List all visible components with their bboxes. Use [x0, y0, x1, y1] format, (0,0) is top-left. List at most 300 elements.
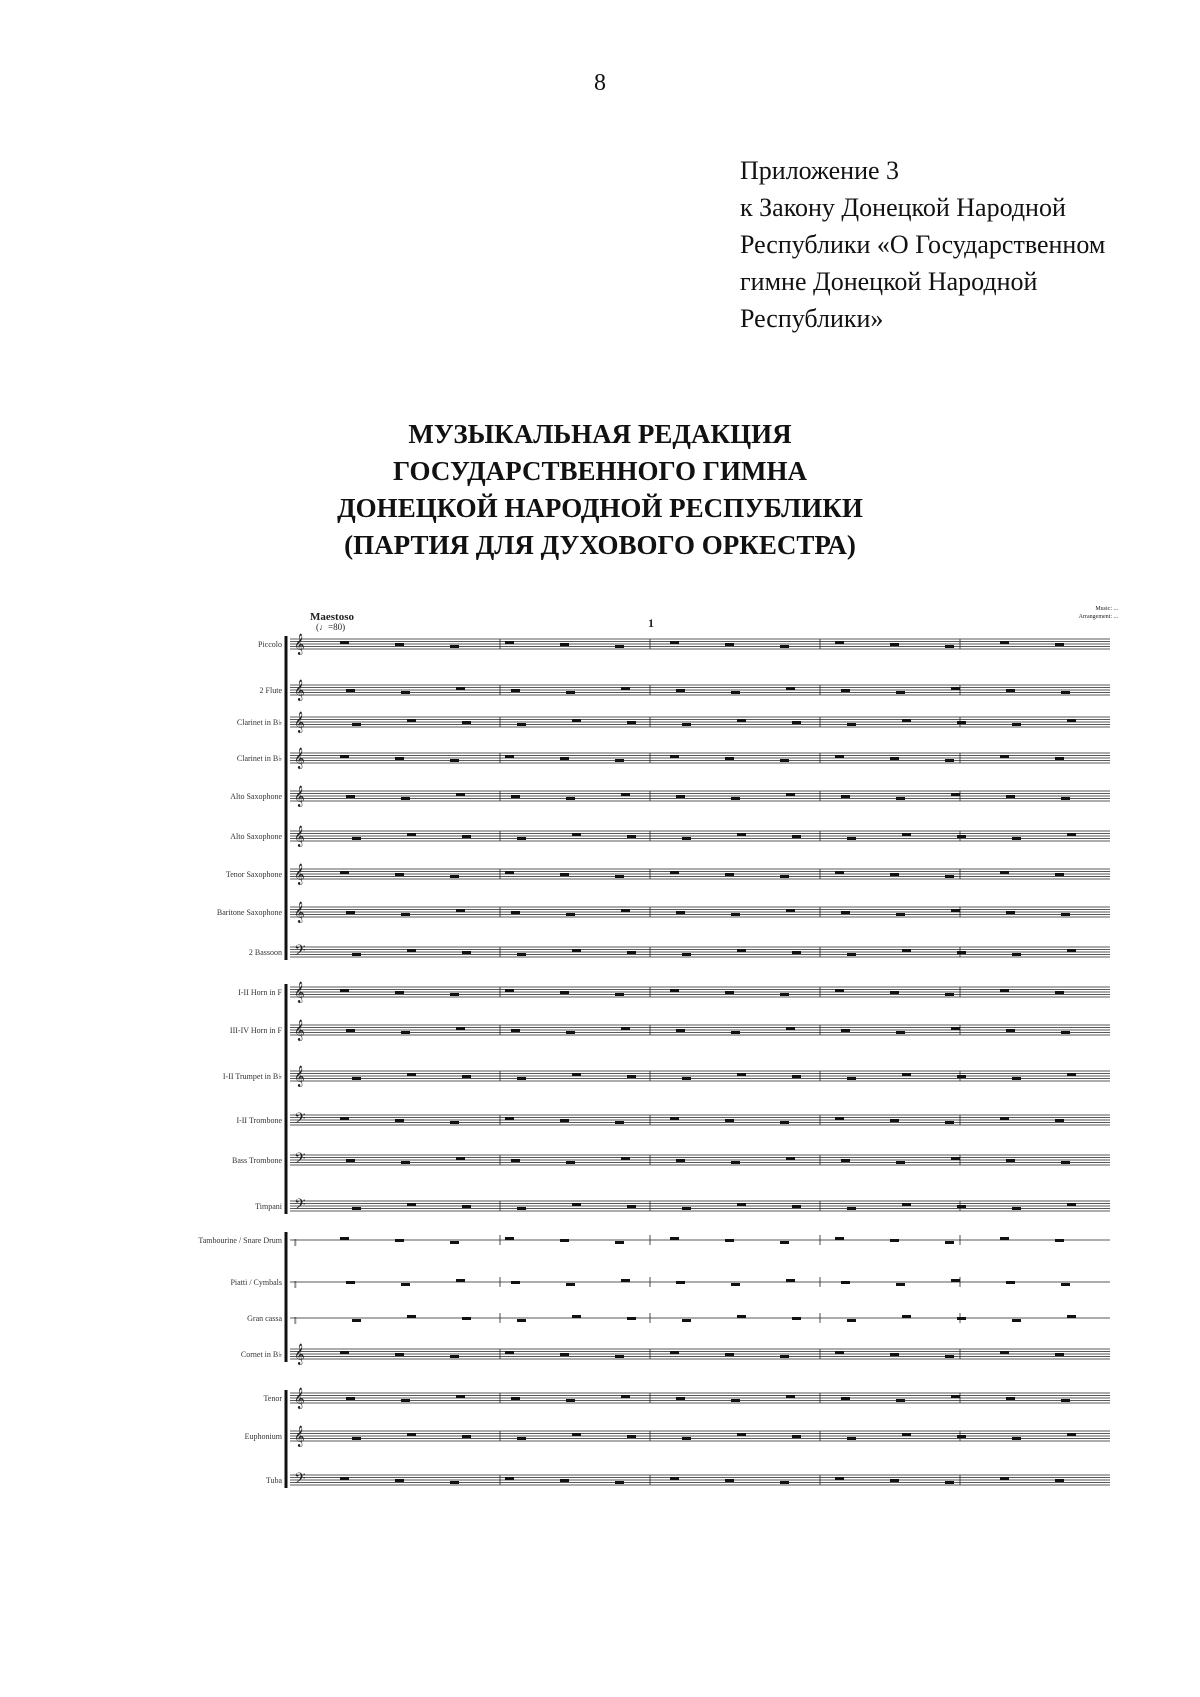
note-mark	[731, 1031, 740, 1034]
note-mark	[1067, 949, 1076, 952]
note-mark	[450, 875, 459, 878]
note-mark	[1061, 797, 1070, 800]
note-mark	[841, 911, 850, 914]
instrument-label: Bass Trombone	[231, 1156, 282, 1165]
note-mark	[951, 909, 960, 912]
clef-icon: 𝄞	[294, 1344, 305, 1364]
clef-icon: 𝄞	[294, 1066, 305, 1086]
staff-row	[198, 1235, 1110, 1249]
note-mark	[621, 1027, 630, 1030]
note-mark	[615, 1241, 624, 1244]
tempo-marking: Maestoso	[310, 611, 354, 623]
note-mark	[560, 1239, 569, 1242]
note-mark	[462, 1205, 471, 1208]
note-mark	[890, 1479, 899, 1482]
note-mark	[450, 993, 459, 996]
note-mark	[682, 837, 691, 840]
clef-icon: 𝄞	[294, 712, 305, 732]
clef-icon: 𝄞	[294, 902, 305, 922]
instrument-label: III-IV Horn in F	[229, 1026, 282, 1035]
title-line: (ПАРТИЯ ДЛЯ ДУХОВОГО ОРКЕСТРА)	[344, 530, 856, 560]
note-mark	[401, 1399, 410, 1402]
note-mark	[835, 989, 844, 992]
note-mark	[560, 873, 569, 876]
note-mark	[841, 1029, 850, 1032]
note-mark	[346, 1029, 355, 1032]
note-mark	[731, 691, 740, 694]
note-mark	[560, 1353, 569, 1356]
note-mark	[395, 1479, 404, 1482]
note-mark	[511, 795, 520, 798]
note-mark	[1000, 641, 1009, 644]
note-mark	[346, 795, 355, 798]
clef-icon: ‖	[294, 1280, 297, 1291]
instrument-label: Clarinet in B♭	[236, 718, 282, 727]
note-mark	[676, 795, 685, 798]
note-mark	[792, 1205, 801, 1208]
note-mark	[517, 1437, 526, 1440]
note-mark	[676, 1281, 685, 1284]
instrument-label: I-II Horn in F	[238, 988, 282, 997]
note-mark	[572, 949, 581, 952]
note-mark	[725, 1479, 734, 1482]
note-mark	[780, 1355, 789, 1358]
clef-icon: ‖	[294, 1316, 297, 1327]
note-mark	[676, 1029, 685, 1032]
title-line: ГОСУДАРСТВЕННОГО ГИМНА	[393, 456, 807, 486]
note-mark	[1012, 1437, 1021, 1440]
note-mark	[951, 1157, 960, 1160]
note-mark	[572, 1433, 581, 1436]
note-mark	[560, 1119, 569, 1122]
staff-row	[232, 1150, 1110, 1170]
note-mark	[352, 1319, 361, 1322]
note-mark	[456, 1395, 465, 1398]
note-mark	[957, 1075, 966, 1078]
note-mark	[902, 1315, 911, 1318]
instrument-label: Tenor Saxophone	[225, 870, 282, 879]
note-mark	[572, 1315, 581, 1318]
note-mark	[407, 719, 416, 722]
title-line: ДОНЕЦКОЙ НАРОДНОЙ РЕСПУБЛИКИ	[337, 493, 863, 523]
note-mark	[957, 1317, 966, 1320]
clef-icon: 𝄢	[294, 942, 306, 962]
note-mark	[352, 1207, 361, 1210]
staff-row	[236, 1110, 1110, 1130]
appendix-line: к Закону Донецкой Народной	[740, 193, 1066, 222]
note-mark	[780, 1481, 789, 1484]
clef-icon: 𝄞	[294, 826, 305, 846]
note-mark	[1006, 1397, 1015, 1400]
note-mark	[340, 755, 349, 758]
staff-row	[241, 1344, 1110, 1365]
note-mark	[1012, 1077, 1021, 1080]
note-mark	[1012, 1207, 1021, 1210]
note-mark	[890, 873, 899, 876]
note-mark	[725, 991, 734, 994]
appendix-line: Республики «О Государственном	[740, 230, 1106, 259]
note-mark	[1012, 837, 1021, 840]
clef-icon: 𝄞	[294, 748, 305, 768]
note-mark	[450, 1481, 459, 1484]
note-mark	[505, 641, 514, 644]
note-mark	[847, 723, 856, 726]
instrument-label: Tuba	[265, 1476, 282, 1485]
note-mark	[841, 1397, 850, 1400]
note-mark	[835, 1117, 844, 1120]
appendix-caption	[740, 152, 1180, 337]
note-mark	[627, 1435, 636, 1438]
note-mark	[505, 1477, 514, 1480]
note-mark	[792, 1435, 801, 1438]
staff-row	[238, 982, 1110, 1003]
note-mark	[401, 691, 410, 694]
note-mark	[1006, 795, 1015, 798]
note-mark	[407, 1433, 416, 1436]
note-mark	[725, 1119, 734, 1122]
clef-icon: 𝄞	[294, 982, 305, 1002]
note-mark	[395, 1353, 404, 1356]
staff-row	[223, 1066, 1110, 1087]
note-mark	[670, 871, 679, 874]
clef-icon: 𝄞	[294, 1388, 305, 1408]
note-mark	[395, 991, 404, 994]
note-mark	[572, 1073, 581, 1076]
note-mark	[682, 723, 691, 726]
note-mark	[792, 835, 801, 838]
note-mark	[572, 719, 581, 722]
note-mark	[511, 911, 520, 914]
title-line: МУЗЫКАЛЬНАЯ РЕДАКЦИЯ	[408, 419, 792, 449]
note-mark	[780, 875, 789, 878]
note-mark	[1055, 1479, 1064, 1482]
staff-row	[263, 1388, 1110, 1409]
instrument-label: I-II Trumpet in B♭	[222, 1072, 282, 1081]
note-mark	[340, 1117, 349, 1120]
note-mark	[896, 797, 905, 800]
staff-row	[247, 1313, 1110, 1327]
note-mark	[456, 1157, 465, 1160]
note-mark	[1000, 1237, 1009, 1240]
note-mark	[1055, 991, 1064, 994]
note-mark	[957, 721, 966, 724]
note-mark	[945, 1121, 954, 1124]
metronome-marking: (♩=80)	[316, 622, 346, 632]
note-mark	[682, 953, 691, 956]
staff-row	[226, 864, 1110, 885]
note-mark	[566, 1031, 575, 1034]
note-mark	[737, 1433, 746, 1436]
document-title	[0, 416, 1200, 564]
note-mark	[1055, 1353, 1064, 1356]
note-mark	[401, 1161, 410, 1164]
note-mark	[792, 951, 801, 954]
note-mark	[566, 1283, 575, 1286]
note-mark	[505, 871, 514, 874]
note-mark	[450, 1355, 459, 1358]
note-mark	[621, 1279, 630, 1282]
note-mark	[346, 1397, 355, 1400]
staff-row	[217, 902, 1110, 923]
note-mark	[505, 1351, 514, 1354]
note-mark	[621, 793, 630, 796]
note-mark	[670, 1117, 679, 1120]
note-mark	[737, 719, 746, 722]
clef-icon: 𝄢	[294, 1470, 306, 1490]
note-mark	[786, 687, 795, 690]
note-mark	[780, 759, 789, 762]
note-mark	[615, 645, 624, 648]
note-mark	[450, 645, 459, 648]
instrument-label: Piccolo	[258, 640, 282, 649]
note-mark	[505, 1237, 514, 1240]
note-mark	[346, 1159, 355, 1162]
note-mark	[682, 1077, 691, 1080]
note-mark	[902, 949, 911, 952]
note-mark	[902, 719, 911, 722]
note-mark	[1006, 1159, 1015, 1162]
note-mark	[1061, 1161, 1070, 1164]
note-mark	[1000, 1477, 1009, 1480]
staff-row	[230, 1020, 1110, 1041]
note-mark	[615, 759, 624, 762]
note-mark	[401, 797, 410, 800]
note-mark	[615, 875, 624, 878]
clef-icon: 𝄞	[294, 864, 305, 884]
note-mark	[505, 989, 514, 992]
note-mark	[1006, 1281, 1015, 1284]
note-mark	[1055, 873, 1064, 876]
note-mark	[627, 835, 636, 838]
note-mark	[957, 951, 966, 954]
note-mark	[560, 757, 569, 760]
note-mark	[847, 1319, 856, 1322]
note-mark	[896, 691, 905, 694]
note-mark	[566, 913, 575, 916]
note-mark	[395, 643, 404, 646]
note-mark	[615, 1121, 624, 1124]
score-systems	[198, 634, 1110, 1490]
instrument-label: Timpani	[255, 1202, 282, 1211]
note-mark	[462, 951, 471, 954]
note-mark	[407, 833, 416, 836]
note-mark	[1006, 911, 1015, 914]
note-mark	[945, 759, 954, 762]
credit-line: Music: ...	[1095, 606, 1118, 612]
clef-icon: 𝄞	[294, 786, 305, 806]
note-mark	[725, 873, 734, 876]
note-mark	[780, 1241, 789, 1244]
note-mark	[1012, 953, 1021, 956]
note-mark	[725, 1353, 734, 1356]
note-mark	[835, 1351, 844, 1354]
note-mark	[902, 833, 911, 836]
note-mark	[566, 1161, 575, 1164]
note-mark	[615, 1481, 624, 1484]
appendix-line: Республики»	[740, 304, 884, 333]
note-mark	[346, 911, 355, 914]
note-mark	[340, 871, 349, 874]
staff-row	[245, 1426, 1110, 1447]
note-mark	[352, 953, 361, 956]
note-mark	[456, 793, 465, 796]
note-mark	[352, 723, 361, 726]
note-mark	[407, 1203, 416, 1206]
note-mark	[346, 689, 355, 692]
note-mark	[1055, 757, 1064, 760]
note-mark	[1000, 1351, 1009, 1354]
note-mark	[1067, 1203, 1076, 1206]
page-number: 8	[594, 70, 606, 96]
instrument-label: Clarinet in B♭	[236, 754, 282, 763]
note-mark	[1061, 913, 1070, 916]
note-mark	[462, 1075, 471, 1078]
note-mark	[841, 1281, 850, 1284]
note-mark	[505, 755, 514, 758]
note-mark	[945, 875, 954, 878]
note-mark	[951, 793, 960, 796]
instrument-label: Cornet in B♭	[240, 1350, 282, 1359]
note-mark	[511, 1029, 520, 1032]
note-mark	[395, 1239, 404, 1242]
note-mark	[621, 1395, 630, 1398]
note-mark	[1000, 871, 1009, 874]
note-mark	[725, 1239, 734, 1242]
note-mark	[786, 1279, 795, 1282]
note-mark	[951, 687, 960, 690]
staff-row	[230, 786, 1110, 807]
instrument-label: Euphonium	[244, 1432, 282, 1441]
note-mark	[957, 1205, 966, 1208]
note-mark	[621, 909, 630, 912]
instrument-label: I-II Trombone	[236, 1116, 282, 1125]
note-mark	[352, 1077, 361, 1080]
note-mark	[786, 1157, 795, 1160]
note-mark	[1067, 719, 1076, 722]
note-mark	[1067, 1073, 1076, 1076]
note-mark	[627, 1075, 636, 1078]
note-mark	[737, 949, 746, 952]
note-mark	[890, 1239, 899, 1242]
note-mark	[401, 1031, 410, 1034]
instrument-label: Gran cassa	[247, 1314, 282, 1323]
note-mark	[945, 993, 954, 996]
staff-row	[230, 1277, 1110, 1291]
note-mark	[1061, 1283, 1070, 1286]
staff-row	[237, 748, 1110, 769]
note-mark	[505, 1117, 514, 1120]
note-mark	[841, 1159, 850, 1162]
note-mark	[352, 837, 361, 840]
note-mark	[572, 833, 581, 836]
note-mark	[627, 1317, 636, 1320]
staff-row	[249, 942, 1110, 962]
note-mark	[835, 871, 844, 874]
note-mark	[737, 1073, 746, 1076]
note-mark	[682, 1319, 691, 1322]
note-mark	[682, 1207, 691, 1210]
note-mark	[945, 645, 954, 648]
note-mark	[731, 913, 740, 916]
clef-icon: 𝄞	[294, 680, 305, 700]
note-mark	[847, 837, 856, 840]
note-mark	[786, 1027, 795, 1030]
rehearsal-mark: 1	[648, 616, 654, 630]
staff-row	[260, 680, 1110, 701]
note-mark	[670, 1237, 679, 1240]
instrument-label: Baritone Saxophone	[216, 908, 282, 917]
note-mark	[731, 797, 740, 800]
note-mark	[835, 1477, 844, 1480]
note-mark	[902, 1433, 911, 1436]
note-mark	[780, 993, 789, 996]
note-mark	[407, 1315, 416, 1318]
note-mark	[835, 1237, 844, 1240]
note-mark	[517, 1319, 526, 1322]
note-mark	[835, 641, 844, 644]
clef-icon: 𝄞	[294, 1426, 305, 1446]
instrument-label: Alto Saxophone	[230, 832, 282, 841]
note-mark	[780, 645, 789, 648]
note-mark	[456, 909, 465, 912]
staff-row	[258, 634, 1110, 655]
note-mark	[517, 1077, 526, 1080]
note-mark	[340, 1477, 349, 1480]
note-mark	[951, 1395, 960, 1398]
note-mark	[737, 833, 746, 836]
instrument-label: Piatti / Cymbals	[230, 1278, 282, 1287]
note-mark	[1067, 833, 1076, 836]
note-mark	[566, 1399, 575, 1402]
note-mark	[621, 687, 630, 690]
note-mark	[682, 1437, 691, 1440]
note-mark	[1055, 1239, 1064, 1242]
note-mark	[786, 793, 795, 796]
note-mark	[346, 1281, 355, 1284]
note-mark	[395, 757, 404, 760]
note-mark	[902, 1073, 911, 1076]
instrument-label: 2 Bassoon	[248, 948, 282, 957]
note-mark	[566, 691, 575, 694]
note-mark	[1012, 723, 1021, 726]
note-mark	[847, 1077, 856, 1080]
clef-icon: 𝄞	[294, 634, 305, 654]
note-mark	[1067, 1433, 1076, 1436]
note-mark	[340, 1351, 349, 1354]
note-mark	[847, 1207, 856, 1210]
note-mark	[511, 689, 520, 692]
note-mark	[1006, 1029, 1015, 1032]
orchestral-score	[0, 600, 1200, 1600]
note-mark	[1006, 689, 1015, 692]
note-mark	[670, 1351, 679, 1354]
note-mark	[1055, 1119, 1064, 1122]
note-mark	[1055, 643, 1064, 646]
note-mark	[676, 1397, 685, 1400]
note-mark	[401, 1283, 410, 1286]
note-mark	[676, 911, 685, 914]
note-mark	[890, 643, 899, 646]
note-mark	[731, 1283, 740, 1286]
note-mark	[890, 991, 899, 994]
note-mark	[731, 1161, 740, 1164]
clef-icon: 𝄢	[294, 1110, 306, 1130]
note-mark	[456, 687, 465, 690]
note-mark	[1000, 989, 1009, 992]
note-mark	[450, 1241, 459, 1244]
note-mark	[560, 643, 569, 646]
note-mark	[896, 1161, 905, 1164]
